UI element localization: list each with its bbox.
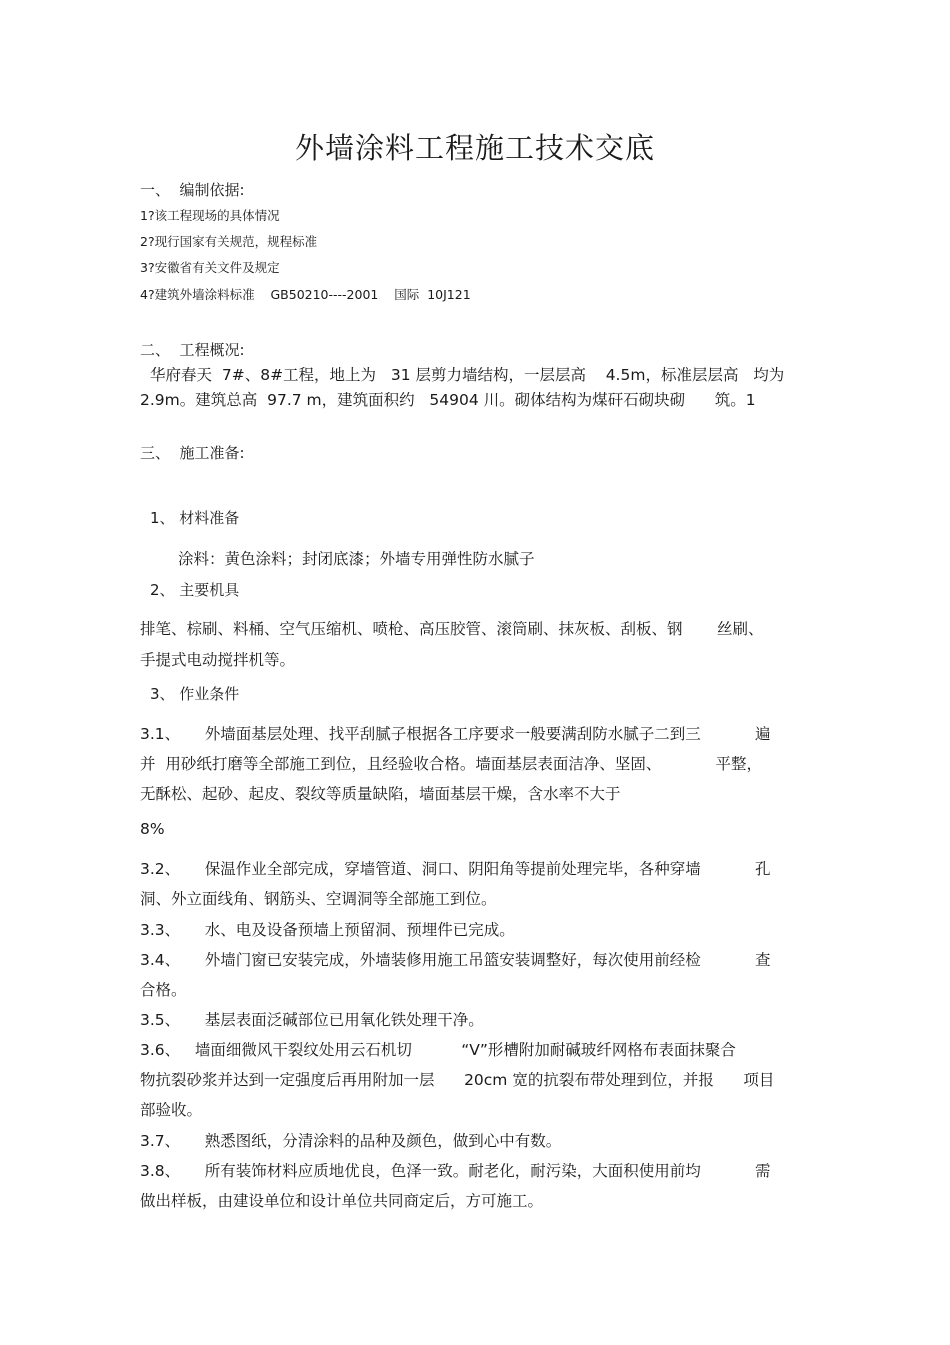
condition-line: 3.4、 外墙门窗已安装完成，外墙装修用施工吊篮安装调整好，每次使用前经检 查	[140, 951, 771, 969]
overview-line: 2.9m。建筑总高 97.7 m，建筑面积约 54904 川。砌体结构为煤矸石砌块砌 筑。1	[140, 391, 756, 409]
condition-line: 洞、外立面线角、钢筋头、空调洞等全部施工到位。	[140, 890, 497, 908]
condition-line: 做出样板，由建设单位和设计单位共同商定后，方可施工。	[140, 1192, 544, 1210]
condition-line: 3.3、 水、电及设备预墙上预留洞、预埋件已完成。	[140, 921, 515, 939]
section-1-heading: 一、 编制依据:	[140, 181, 245, 199]
condition-line: 部验收。	[140, 1101, 203, 1119]
basis-item: 4?建筑外墙涂料标准 GB50210----2001 国际 10J121	[140, 287, 471, 302]
condition-line: 3.5、 基层表面泛碱部位已用氧化铁处理干净。	[140, 1011, 484, 1029]
overview-line: 华府春天 7#、8#工程，地上为 31 层剪力墙结构，一层层高 4.5m，标准层层高 均为	[150, 366, 785, 384]
section-2-heading: 二、 工程概况:	[140, 341, 245, 359]
condition-line: 3.8、 所有装饰材料应质地优良，色泽一致。耐老化，耐污染，大面积使用前均 需	[140, 1162, 771, 1180]
condition-line: 3.7、 熟悉图纸，分清涂料的品种及颜色，做到心中有数。	[140, 1132, 562, 1150]
materials-text: 涂料：黄色涂料；封闭底漆；外墙专用弹性防水腻子	[178, 550, 535, 568]
condition-line: 物抗裂砂浆并达到一定强度后再用附加一层 20cm 宽的抗裂布带处理到位，并报 项目	[140, 1071, 775, 1089]
condition-line: 3.6、 墙面细微风干裂纹处用云石机切 “V”形槽附加耐碱玻纤网格布表面抹聚合	[140, 1041, 736, 1059]
tools-line: 手提式电动搅拌机等。	[140, 651, 296, 669]
basis-item: 1?该工程现场的具体情况	[140, 208, 280, 223]
condition-line: 并 用砂纸打磨等全部施工到位，且经验收合格。墙面基层表面洁净、坚固、 平整，	[140, 755, 763, 773]
tools-heading: 2、 主要机具	[150, 581, 240, 599]
section-3-heading: 三、 施工准备:	[140, 444, 245, 462]
document-title: 外墙涂料工程施工技术交底	[294, 131, 655, 165]
tools-line: 排笔、棕刷、料桶、空气压缩机、喷枪、高压胶管、滚筒刷、抹灰板、刮板、钢 丝刷、	[140, 620, 764, 638]
condition-line: 3.2、 保温作业全部完成，穿墙管道、洞口、阴阳角等提前处理完毕，各种穿墙 孔	[140, 860, 771, 878]
condition-line: 3.1、 外墙面基层处理、找平刮腻子根据各工序要求一般要满刮防水腻子二到三 遍	[140, 725, 771, 743]
basis-item: 2?现行国家有关规范，规程标准	[140, 234, 318, 249]
condition-line: 8%	[140, 820, 165, 838]
condition-line: 无酥松、起砂、起皮、裂纹等质量缺陷，墙面基层干燥，含水率不大于	[140, 785, 621, 803]
conditions-heading: 3、 作业条件	[150, 685, 240, 703]
condition-line: 合格。	[140, 981, 187, 999]
basis-item: 3?安徽省有关文件及规定	[140, 260, 280, 275]
materials-heading: 1、 材料准备	[150, 509, 240, 527]
